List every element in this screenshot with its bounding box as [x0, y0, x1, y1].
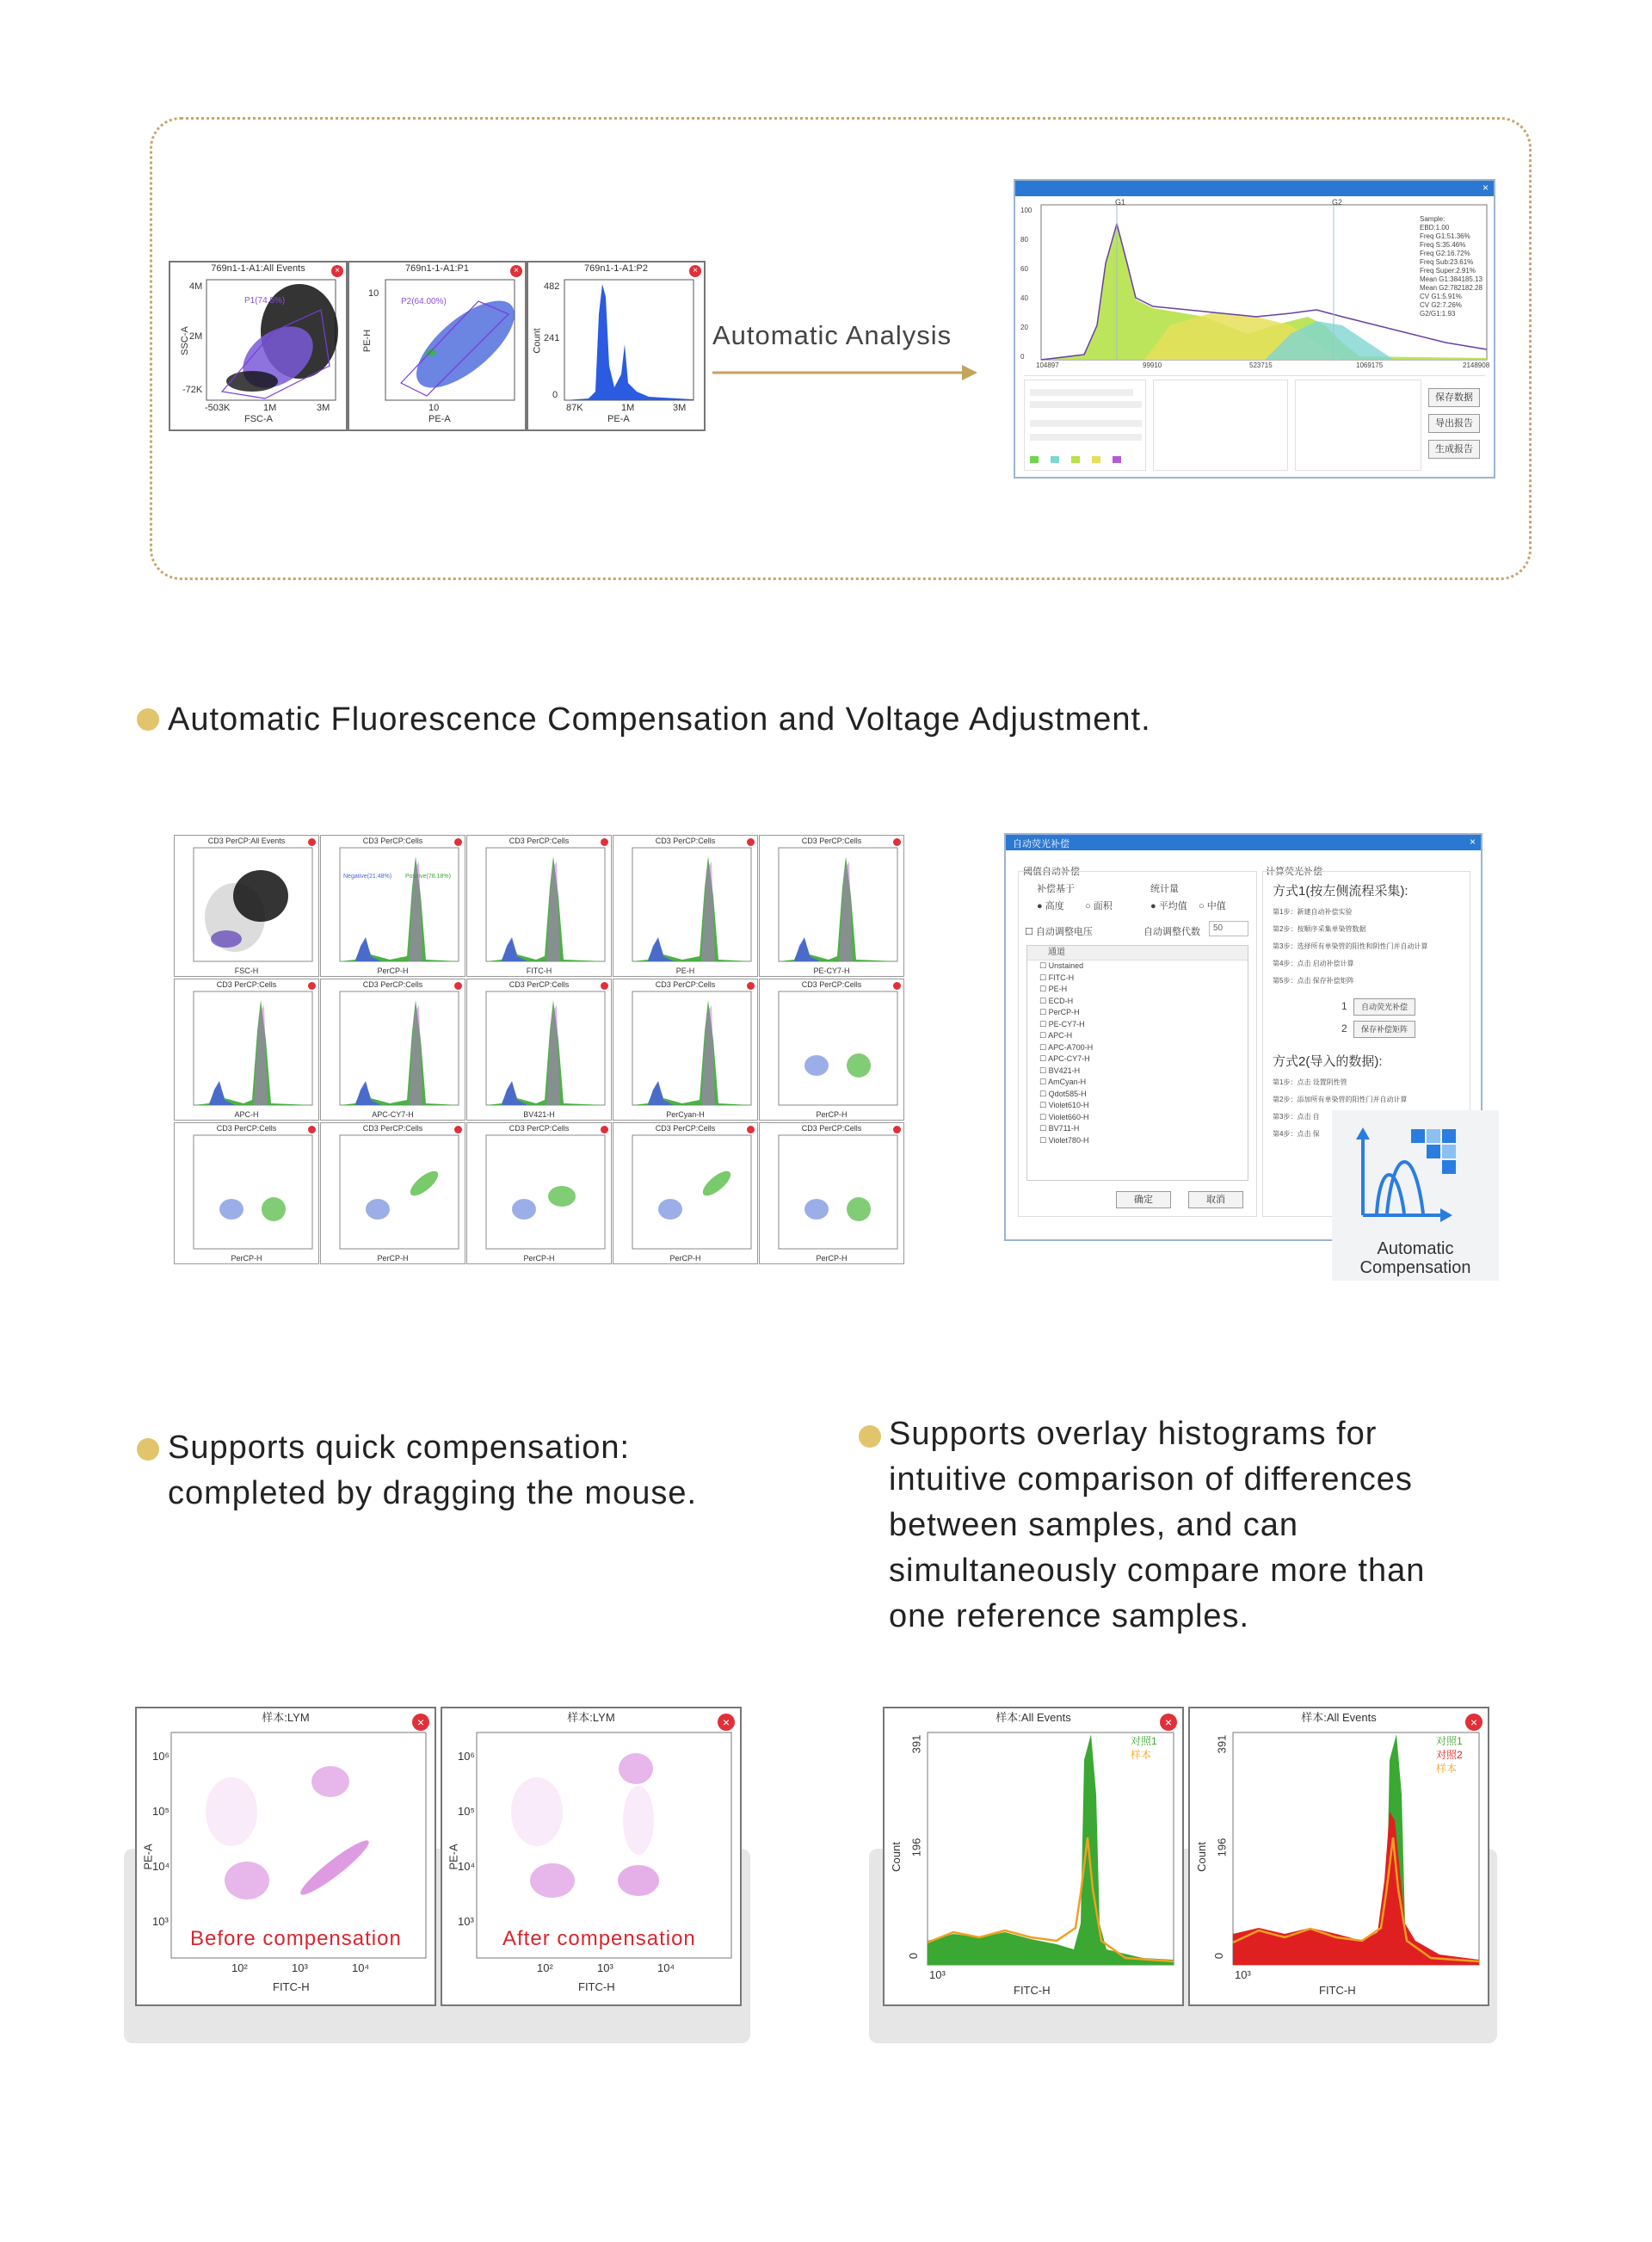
scatter-area: [137, 1708, 435, 2004]
y-tick: 10⁶: [458, 1750, 475, 1763]
stat-line: CV G2:7.26%: [1420, 301, 1462, 309]
compensation-plot[interactable]: [466, 1122, 612, 1264]
channel-item[interactable]: [1027, 996, 1248, 1008]
checkbox-icon[interactable]: ☐: [1039, 1054, 1049, 1063]
y-tick: 10³: [152, 1915, 169, 1928]
plot-graphic: [760, 1123, 903, 1263]
plot-title: CD3 PerCP:Cells: [655, 980, 716, 989]
x-axis-label: FITC-H: [526, 967, 552, 975]
plot-title: 样本:All Events: [1301, 1711, 1377, 1724]
channel-label: Violet660-H: [1048, 1112, 1089, 1121]
x-axis-label: PerCyan-H: [666, 1110, 705, 1119]
plot-title: 769n1-1-A1:P2: [584, 263, 648, 274]
method-title: 方式1(按左侧流程采集):: [1273, 884, 1409, 899]
legend-item: 对照1: [1436, 1735, 1463, 1747]
plot-title: 样本:LYM: [262, 1711, 310, 1724]
x-tick: 1M: [263, 403, 277, 413]
x-axis-label: PE-A: [428, 414, 451, 424]
radio-area[interactable]: ○ 面积: [1085, 901, 1113, 911]
legend: [1131, 1734, 1157, 1762]
auto-voltage-checkbox[interactable]: ☐ 自动调整电压: [1025, 927, 1093, 937]
export-report-button[interactable]: 导出报告: [1428, 414, 1480, 433]
cancel-button[interactable]: 取消: [1188, 1191, 1243, 1208]
gate-label: Negative(21.48%): [343, 874, 392, 880]
y-tick: 0: [907, 1952, 921, 1960]
right-heading-line: one reference samples.: [889, 1598, 1250, 1634]
y-tick: 10⁴: [458, 1860, 476, 1873]
plot-title: CD3 PerCP:All Events: [207, 837, 286, 845]
checkbox-icon[interactable]: ☐: [1039, 1019, 1049, 1028]
label: 补偿基于: [1037, 884, 1075, 894]
x-tick: 10: [428, 403, 440, 413]
x-axis-label: PE-A: [607, 414, 630, 424]
y-axis-label: Count: [532, 328, 543, 354]
y-tick: 241: [544, 333, 560, 343]
step-text: 第2步：添加所有单染管的阳性门并自动计算: [1273, 1096, 1408, 1103]
option-group: [1153, 380, 1288, 471]
left-heading-line: completed by dragging the mouse.: [168, 1475, 698, 1511]
channel-label: BV711-H: [1048, 1124, 1080, 1133]
group-title: 计算荧光补偿: [1266, 867, 1322, 877]
stat-line: G2/G1:1.93: [1420, 310, 1456, 318]
channel-label: Violet780-H: [1048, 1135, 1089, 1145]
step-text: 第4步：点击 保: [1273, 1130, 1320, 1138]
step-text: 第1步：点击 设置阴性管: [1273, 1078, 1347, 1086]
plot-title: 样本:All Events: [996, 1711, 1071, 1724]
plot-graphic: [613, 836, 757, 976]
x-tick: 10²: [231, 1961, 248, 1974]
channel-item[interactable]: [1027, 1100, 1248, 1112]
checkbox-icon[interactable]: ☐: [1039, 1089, 1049, 1098]
channel-item[interactable]: [1027, 960, 1248, 973]
legend-item: 样本: [1436, 1763, 1458, 1775]
plot-title: CD3 PerCP:Cells: [801, 837, 862, 845]
y-tick: 10³: [458, 1915, 474, 1928]
channel-item[interactable]: [1027, 1089, 1248, 1101]
plot-graphic: [175, 1123, 318, 1263]
checkbox-icon[interactable]: ☐: [1039, 1031, 1049, 1040]
y-tick: 2M: [189, 331, 203, 342]
x-tick: 10³: [1235, 1968, 1251, 1981]
channel-item[interactable]: [1027, 1053, 1248, 1065]
step-text: 第2步：按顺序采集单染管数据: [1273, 925, 1366, 933]
y-tick: 10: [368, 288, 379, 299]
cell-cycle-analysis-window[interactable]: [1014, 179, 1495, 479]
plot-graphic: [760, 836, 903, 976]
checkbox-icon[interactable]: ☐: [1039, 1101, 1049, 1109]
checkbox-icon[interactable]: ☐: [1039, 1078, 1049, 1086]
x-axis-label: PerCP-H: [377, 1254, 409, 1263]
x-tick: 10⁴: [657, 1961, 675, 1974]
checkbox-icon[interactable]: ☐: [1039, 1042, 1049, 1052]
y-axis-label: SSC-A: [179, 326, 190, 355]
x-tick: 10³: [929, 1968, 946, 1981]
compensation-plot[interactable]: [613, 979, 758, 1121]
x-tick: 3M: [317, 403, 330, 413]
left-heading-line: Supports quick compensation:: [168, 1430, 631, 1466]
close-icon[interactable]: ×: [1160, 1714, 1177, 1731]
channel-label: APC-CY7-H: [1048, 1054, 1090, 1063]
close-icon[interactable]: ×: [1465, 1714, 1482, 1731]
auto-compensation-badge: [1332, 1110, 1499, 1281]
channel-label: BV421-H: [1048, 1065, 1081, 1075]
stat-line: Freq G1:51.36%: [1420, 232, 1470, 240]
compensation-plot[interactable]: [613, 835, 758, 977]
plot-title: CD3 PerCP:Cells: [801, 1124, 862, 1133]
plot-title: CD3 PerCP:Cells: [655, 837, 716, 845]
plot-graphic: [467, 1123, 611, 1263]
x-tick: 1069175: [1356, 361, 1384, 369]
legend: [1436, 1734, 1463, 1776]
channel-item[interactable]: [1027, 1135, 1248, 1147]
checkbox-icon[interactable]: ☐: [1039, 1112, 1049, 1121]
checkbox-icon[interactable]: ☐: [1039, 1008, 1049, 1016]
channel-item[interactable]: [1027, 1030, 1248, 1042]
save-data-button[interactable]: 保存数据: [1428, 388, 1480, 407]
step-text: 第1步：新建自动补偿实验: [1273, 908, 1353, 916]
channel-list[interactable]: [1026, 945, 1248, 1181]
compensation-plot-grid: [174, 835, 907, 1267]
x-tick: 3M: [673, 403, 687, 413]
x-axis-label: FSC-H: [234, 967, 259, 975]
x-axis-label: BV421-H: [523, 1110, 555, 1119]
plot-title: CD3 PerCP:Cells: [509, 980, 570, 989]
checkbox-icon[interactable]: ☐: [1039, 961, 1049, 970]
compensation-matrix-icon: [1332, 1110, 1499, 1239]
auto-compensation-button[interactable]: 自动荧光补偿: [1353, 998, 1415, 1016]
method-title: 方式2(导入的数据):: [1273, 1054, 1383, 1069]
peak-label: G2: [1332, 198, 1343, 207]
y-axis-label: Count: [1194, 1842, 1208, 1872]
plot-title: CD3 PerCP:Cells: [801, 980, 862, 989]
caption: After compensation: [502, 1927, 696, 1950]
compensation-plot[interactable]: [759, 979, 904, 1121]
window-titlebar: [1006, 835, 1481, 850]
plot-graphic: [467, 836, 611, 976]
y-tick: 10⁴: [152, 1860, 170, 1873]
stat-line: Freq Super:2.91%: [1420, 267, 1476, 275]
step-text: 第4步：点击 启动补偿计算: [1273, 960, 1354, 967]
legend-item: 对照1: [1131, 1735, 1157, 1747]
bullet-dot: [137, 1438, 159, 1461]
y-axis-label: PE-H: [362, 329, 373, 353]
y-axis-label: Count: [889, 1842, 903, 1872]
window-titlebar: [1015, 181, 1494, 196]
scatter-area: [442, 1708, 740, 2004]
scatter-plot-p1[interactable]: [348, 261, 527, 431]
plot-graphic: [321, 979, 465, 1120]
plot-title: CD3 PerCP:Cells: [509, 837, 570, 845]
plot-title: 769n1-1-A1:All Events: [211, 263, 305, 274]
x-axis-label: APC-H: [234, 1110, 259, 1119]
close-icon[interactable]: ×: [1482, 182, 1489, 194]
y-tick: 100: [1020, 207, 1032, 214]
compensation-plot[interactable]: [320, 835, 465, 977]
y-tick: 196: [1215, 1837, 1229, 1857]
caption: Before compensation: [190, 1927, 402, 1950]
channel-item[interactable]: [1027, 1042, 1248, 1054]
x-tick: 10²: [537, 1961, 553, 1974]
radio-mean[interactable]: ● 平均值: [1150, 901, 1187, 911]
plot-title: CD3 PerCP:Cells: [362, 837, 423, 845]
x-axis-label: FITC-H: [273, 1980, 310, 1993]
x-axis-label: PerCP-H: [816, 1110, 848, 1119]
plot-title: CD3 PerCP:Cells: [655, 1124, 716, 1133]
close-icon[interactable]: ×: [510, 265, 522, 277]
checkbox-icon[interactable]: ☐: [1039, 1135, 1049, 1145]
x-axis-label: FITC-H: [1014, 1984, 1051, 1997]
y-tick: 60: [1020, 265, 1028, 273]
y-axis-label: PE-A: [447, 1844, 460, 1870]
channel-item[interactable]: [1027, 1007, 1248, 1019]
plot-title: CD3 PerCP:Cells: [362, 1124, 423, 1133]
x-tick: 1M: [621, 403, 635, 413]
compensation-plot[interactable]: [174, 1122, 319, 1264]
scatter-plot-all-events[interactable]: [169, 261, 348, 431]
compensation-plot[interactable]: [174, 835, 319, 977]
plot-title: CD3 PerCP:Cells: [362, 980, 423, 989]
histogram-p2[interactable]: [527, 261, 706, 431]
x-tick: 87K: [566, 403, 583, 413]
close-icon[interactable]: ×: [331, 265, 343, 277]
right-heading-line: simultaneously compare more than: [889, 1553, 1426, 1589]
x-tick: 10³: [597, 1961, 613, 1974]
gate-label: P1(74.5%): [244, 296, 286, 306]
plot-graphic: [175, 979, 318, 1120]
x-tick: 2148908: [1463, 361, 1490, 369]
x-axis-label: FSC-A: [244, 414, 273, 424]
arrow-right-icon: [712, 360, 979, 386]
group-title: 阈值自动补偿: [1023, 867, 1080, 877]
y-tick: 391: [909, 1734, 923, 1754]
plot-title: 样本:LYM: [567, 1711, 615, 1724]
x-axis-label: PE-CY7-H: [813, 967, 850, 975]
channel-label: PerCP-H: [1048, 1008, 1080, 1016]
radio-median[interactable]: ○ 中值: [1199, 901, 1226, 911]
stat-line: EBD:1.00: [1420, 224, 1450, 232]
channel-item[interactable]: [1027, 1077, 1248, 1089]
x-axis-label: PerCP-H: [377, 967, 409, 975]
step-text: 第3步：点击 自: [1273, 1113, 1320, 1121]
compensation-plot[interactable]: [466, 979, 612, 1121]
channel-label: ECD-H: [1048, 996, 1074, 1005]
peak-label: G1: [1115, 198, 1126, 207]
plot-title: 769n1-1-A1:P1: [405, 263, 469, 274]
step-number: 1: [1341, 1000, 1347, 1012]
right-heading-line: between samples, and can: [889, 1507, 1299, 1543]
y-tick: 10⁵: [458, 1805, 475, 1818]
save-matrix-button[interactable]: 保存补偿矩阵: [1353, 1021, 1415, 1038]
channel-item[interactable]: [1027, 1065, 1248, 1078]
y-tick: 10⁶: [152, 1750, 170, 1763]
x-axis-label: PerCP-H: [231, 1254, 262, 1263]
x-axis-label: FITC-H: [578, 1980, 615, 1993]
x-tick: 10³: [292, 1961, 308, 1974]
generate-report-button[interactable]: 生成报告: [1428, 440, 1480, 459]
compensation-plot[interactable]: [759, 1122, 904, 1264]
x-tick: -503K: [205, 403, 231, 413]
arrow-label: Automatic Analysis: [712, 320, 952, 350]
checkbox-icon[interactable]: ☐: [1039, 985, 1049, 993]
gate-label: P2(64.00%): [401, 297, 447, 306]
plot-graphic: [175, 836, 318, 976]
checkbox-icon[interactable]: ☐: [1039, 996, 1049, 1005]
cells-input[interactable]: 50: [1209, 921, 1248, 936]
y-tick: 80: [1020, 236, 1028, 244]
close-icon[interactable]: ×: [689, 265, 701, 277]
plot-title: CD3 PerCP:Cells: [509, 1124, 570, 1133]
plot-title: CD3 PerCP:Cells: [216, 1124, 277, 1133]
window-title: 自动荧光补偿: [1013, 839, 1069, 849]
stat-line: Sample:: [1420, 215, 1446, 223]
x-axis-label: PerCP-H: [669, 1254, 701, 1263]
x-tick: 99910: [1143, 361, 1162, 369]
x-axis-label: PerCP-H: [523, 1254, 555, 1263]
checkbox-icon[interactable]: ☐: [1039, 1065, 1049, 1075]
compensation-plot[interactable]: [613, 1122, 758, 1264]
y-tick: 196: [909, 1837, 923, 1857]
y-tick: -72K: [182, 385, 203, 395]
after-compensation-plot[interactable]: [441, 1707, 742, 2006]
channel-label: PE-CY7-H: [1048, 1019, 1085, 1028]
radio-height[interactable]: ● 高度: [1037, 901, 1064, 911]
close-icon[interactable]: ×: [718, 1714, 735, 1731]
channel-label: APC-A700-H: [1048, 1042, 1094, 1052]
section-heading: Automatic Fluorescence Compensation and Voltage Adjustment.: [168, 701, 1151, 738]
channel-label: APC-H: [1048, 1031, 1073, 1040]
channel-item[interactable]: [1027, 1019, 1248, 1031]
y-axis-label: PE-A: [141, 1844, 155, 1870]
stat-line: Freq G2:16.72%: [1420, 250, 1470, 257]
ok-button[interactable]: 确定: [1116, 1191, 1171, 1208]
right-heading-line: intuitive comparison of differences: [889, 1461, 1413, 1498]
plot-graphic: [613, 1123, 757, 1263]
y-tick: 10⁵: [152, 1805, 170, 1818]
gate-label: Positive(78.18%): [405, 874, 451, 880]
close-icon[interactable]: ×: [1469, 836, 1476, 848]
plot-graphic: [321, 836, 465, 976]
plot-graphic: [613, 979, 757, 1120]
channel-item[interactable]: [1027, 1112, 1248, 1124]
y-tick: 4M: [189, 281, 203, 292]
step-text: 第3步：选择所有单染管的阳性和阴性门并自动计算: [1273, 942, 1428, 950]
y-tick: 0: [552, 390, 558, 400]
x-tick: 523715: [1249, 361, 1273, 369]
plot-graphic: [467, 979, 611, 1120]
plot-graphic: [760, 979, 903, 1120]
legend-item: 样本: [1131, 1749, 1152, 1761]
x-tick: 10⁴: [352, 1961, 370, 1974]
compensation-plot[interactable]: [174, 979, 319, 1121]
channel-label: FITC-H: [1048, 973, 1075, 982]
channel-label: AmCyan-H: [1048, 1078, 1087, 1086]
channel-item[interactable]: [1027, 1123, 1248, 1135]
stats-panel: [1420, 215, 1482, 318]
y-tick: 391: [1215, 1734, 1229, 1754]
step-number: 2: [1341, 1022, 1347, 1035]
bullet-dot: [137, 708, 159, 731]
x-tick: 104897: [1036, 361, 1059, 369]
overlay-histogram-1[interactable]: [883, 1707, 1184, 2006]
y-tick: 0: [1020, 353, 1025, 361]
options-panel: [1024, 375, 1485, 471]
legend-item: 对照2: [1436, 1749, 1463, 1761]
overlay-histogram-2[interactable]: [1188, 1707, 1489, 2006]
plot-title: CD3 PerCP:Cells: [216, 980, 277, 989]
stat-line: Mean G1:384185.13: [1420, 275, 1482, 283]
y-tick: 40: [1020, 294, 1028, 302]
x-axis-label: FITC-H: [1319, 1984, 1356, 1997]
compensation-plot[interactable]: [466, 835, 612, 977]
list-header: 通道: [1027, 946, 1248, 960]
y-tick: 0: [1212, 1952, 1226, 1960]
stat-line: Mean G2:782182.28: [1420, 284, 1482, 292]
compensation-plot[interactable]: [320, 979, 465, 1121]
y-tick: 482: [544, 281, 560, 292]
plot-graphic: [321, 1123, 465, 1263]
channel-item[interactable]: [1027, 984, 1248, 996]
channel-item[interactable]: [1027, 973, 1248, 985]
stat-line: Freq S:35.46%: [1420, 241, 1466, 249]
compensation-plot[interactable]: [320, 1122, 465, 1264]
step-text: 第5步：点击 保存补偿矩阵: [1273, 977, 1354, 985]
label: 自动调整代数: [1143, 927, 1200, 937]
channel-label: Violet610-H: [1048, 1101, 1089, 1109]
stat-line: CV G1:5.91%: [1420, 293, 1462, 300]
channel-label: Unstained: [1048, 961, 1084, 970]
x-axis-label: PE-H: [675, 967, 695, 975]
right-heading-line: Supports overlay histograms for: [889, 1416, 1378, 1452]
badge-label: Automatic Compensation: [1359, 1239, 1471, 1277]
channel-label: Qdot585-H: [1048, 1089, 1087, 1098]
checkbox-icon[interactable]: ☐: [1039, 1124, 1049, 1133]
checkbox-icon[interactable]: ☐: [1039, 973, 1049, 982]
before-compensation-plot[interactable]: [135, 1707, 436, 2006]
close-icon[interactable]: ×: [412, 1714, 429, 1731]
option-group: [1024, 380, 1146, 471]
option-group: [1295, 380, 1421, 471]
bullet-dot: [859, 1425, 881, 1448]
label: 统计量: [1150, 884, 1179, 894]
x-axis-label: APC-CY7-H: [372, 1110, 414, 1119]
compensation-plot[interactable]: [759, 835, 904, 977]
channel-label: PE-H: [1048, 985, 1068, 993]
x-axis-label: PerCP-H: [816, 1254, 848, 1263]
stat-line: Freq Sub:23.61%: [1420, 258, 1474, 266]
y-tick: 20: [1020, 324, 1028, 331]
